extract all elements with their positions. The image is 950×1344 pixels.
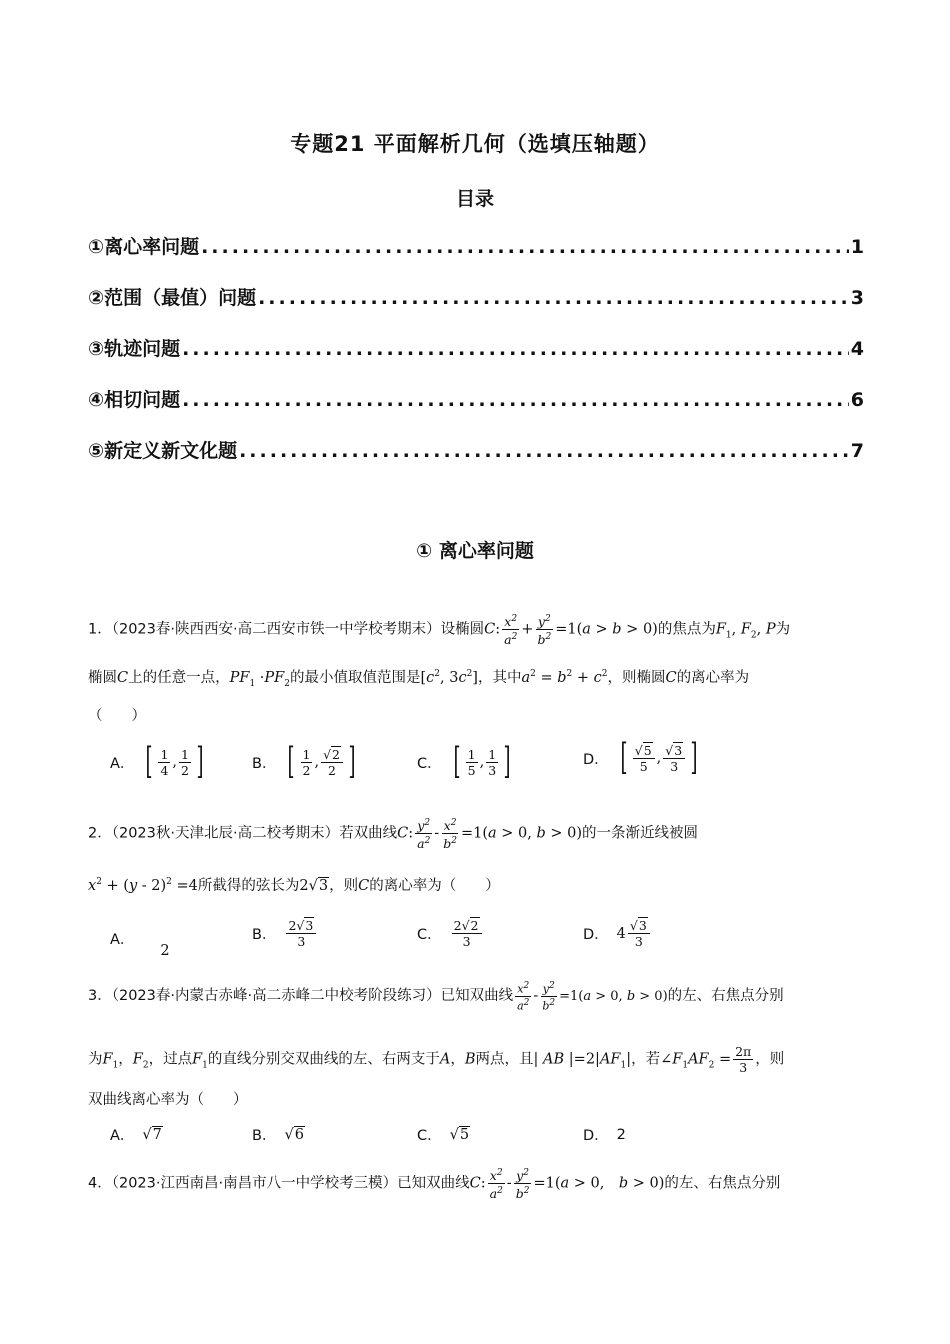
toc-entry-page: 7 [850,440,864,462]
question-source: （2023秋·天津北辰·高二校考期末） [111,825,340,842]
question-number: 3． [88,988,112,1005]
toc-entry-page: 1 [850,236,864,258]
q2-line-2: $x^2 + (y - 2)^2 =4$所截得的弦长为2√3，则C的离心率为（ ） [88,877,500,894]
toc-heading: 目录 [455,188,494,210]
toc-leader-dots [239,440,849,462]
toc-entry-label: ②范围（最值）问题 [88,287,257,309]
option-b[interactable]: B． [ $\frac{1}{2}$ , $\frac{√2}{2}$ ] [252,741,356,782]
question-source: （2023春·陕西西安·高二西安市铁一中学校考期末） [111,621,441,638]
option-b[interactable]: B． √6 [252,1126,304,1144]
toc-leader-dots [182,338,849,360]
option-c[interactable]: C． √5 [417,1126,470,1144]
q4-line-1: 4．（2023·江西南昌·南昌市八一中学校考三模）已知双曲线C: $\frac{x^2}{a^2}$ - $\frac{y^2}{b^2}$ =1(a > 0, b > 0)的左、右焦点分别 [88,1168,781,1202]
option-d[interactable]: D． [ $\frac{√5}{5}$ , $\frac{√3}{3}$ ] [583,737,698,778]
option-d[interactable]: D． 2 [583,1126,626,1144]
option-c[interactable]: C． $\frac{2√2}{3}$ [417,918,484,949]
toc-entry-label: ①离心率问题 [88,236,200,258]
q2-line-1: 2．（2023秋·天津北辰·高二校考期末）若双曲线C: $\frac{y^2}{a^2}$ - $\frac{x^2}{b^2}$ =1(a > 0, b > 0)的一条渐近线被圆 [88,818,699,852]
toc-entry-label: ⑤新定义新文化题 [88,440,238,462]
question-number: 2． [88,825,112,842]
q1-line-1: 1．（2023春·陕西西安·高二西安市铁一中学校考期末）设椭圆C: $\frac{x^2}{a^2}$ + $\frac{y^2}{b^2}$ =1(a > b > 0)的焦点为$F_1$, $F_2$, P为 [88,614,791,648]
toc-entry-page: 3 [850,287,864,309]
question-source: （2023春·内蒙古赤峰·高二赤峰二中校考阶段练习） [111,988,441,1005]
option-b[interactable]: B． $\frac{2√3}{3}$ [252,918,318,949]
option-d[interactable]: D． 4 $\frac{√3}{3}$ [583,918,652,949]
toc-entry-label: ③轨迹问题 [88,338,181,360]
toc-entry[interactable] [88,232,864,283]
option-c[interactable]: C． [ $\frac{1}{5}$ , $\frac{1}{3}$ ] [417,741,511,782]
question-number: 1． [88,621,112,638]
option-a[interactable]: A． [ $\frac{1}{4}$ , $\frac{1}{2}$ ] [110,741,204,782]
table-of-contents [88,232,864,487]
question-source: （2023·江西南昌·南昌市八一中学校考三模） [111,1175,398,1192]
option-a[interactable]: A． √7 [110,1126,162,1144]
document-title: 专题21 平面解析几何（选填压轴题） [290,132,660,156]
section-title: ① 离心率问题 [416,540,534,562]
question-number: 4． [88,1175,112,1192]
q3-line-3: 双曲线离心率为（ ） [88,1092,248,1108]
toc-entry[interactable] [88,436,864,487]
toc-leader-dots [201,236,849,258]
toc-entry-page: 6 [850,389,864,411]
toc-leader-dots [258,287,849,309]
toc-entry[interactable] [88,334,864,385]
option-a[interactable]: A． 2 [110,932,170,959]
q3-line-1: 3．（2023春·内蒙古赤峰·高二赤峰二中校考阶段练习）已知双曲线 $\frac{x^2}{a^2}$ - $\frac{y^2}{b^2}$ =1(a > 0, b > 0)的左、右焦点分别 [88,981,784,1013]
toc-entry-page: 4 [850,338,864,360]
q3-line-2: 为$F_1$，$F_2$，过点$F_1$的直线分别交双曲线的左、右两支于A，B两点，且| AB $|=2|AF_1|$，若$\angle F_1AF_2$ = $\frac{2\pi}{3}$ ，则 [88,1044,785,1075]
toc-leader-dots [182,389,849,411]
q1-line-2: 椭圆C上的任意一点，$PF_1 \cdot PF_2$的最小值取值范围是[$c^2$, $3c^2$]，其中$a^2 = b^2 + c^2$，则椭圆C的离心率为 [88,669,750,689]
toc-entry[interactable] [88,385,864,436]
toc-entry-label: ④相切问题 [88,389,181,411]
toc-entry[interactable] [88,283,864,334]
q1-answer-paren: （ ） [88,708,146,724]
